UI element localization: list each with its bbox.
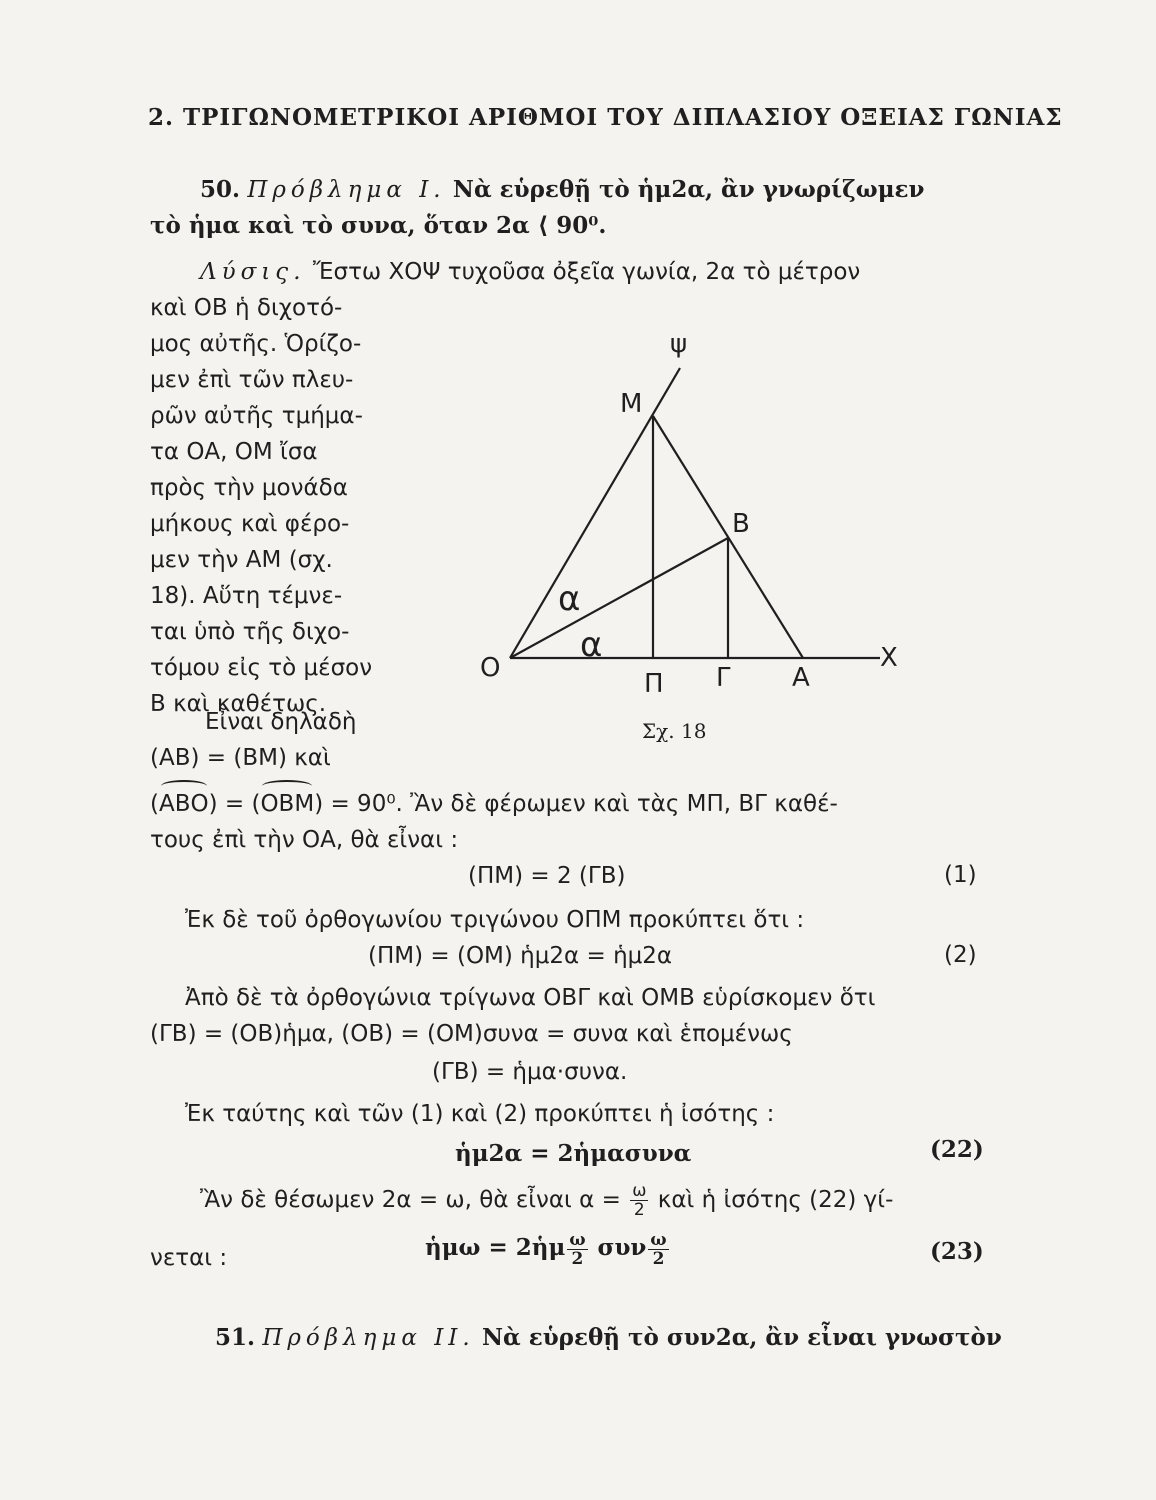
side-line: καὶ ΟΒ ἡ διχοτό- xyxy=(150,295,343,321)
label-o: Ο xyxy=(480,653,501,683)
label-a: Α xyxy=(792,663,810,693)
problem-label: Πρόβλημα Ι. xyxy=(247,177,446,203)
equation-3: (ΓΒ) = ἡμα·συνα. xyxy=(432,1059,628,1085)
side-line: μήκους καὶ φέρο- xyxy=(150,511,350,537)
problem-statement: Νὰ εὑρεθῇ τὸ ἡμ2α, ἂν γνωρίζωμεν xyxy=(452,176,925,203)
label-g: Γ xyxy=(716,663,731,693)
label-m: Μ xyxy=(620,389,643,419)
problem-number: 50. xyxy=(200,176,241,203)
frac-num: ω xyxy=(632,1181,647,1201)
line-opm: Ἐκ δὲ τοῦ ὀρθογωνίου τριγώνου ΟΠΜ προκύπτει ὅτι : xyxy=(185,907,805,933)
solution-label: Λύσις. xyxy=(200,259,306,285)
problem-51-label: Πρόβλημα ΙΙ. xyxy=(262,1325,475,1351)
side-line: μεν ἐπὶ τῶν πλευ- xyxy=(150,367,354,393)
omega-text-b: καὶ ἡ ἰσότης (22) γί- xyxy=(657,1187,894,1213)
angle-equality-line xyxy=(150,786,838,822)
side-column xyxy=(150,290,372,722)
label-x: Χ xyxy=(880,643,898,673)
eq23-part-b: συν xyxy=(597,1234,647,1261)
label-psi: ψ xyxy=(670,329,688,359)
problem-50-line2: τὸ ἡμα καὶ τὸ συνα, ὅταν 2α ⟨ 90⁰. xyxy=(150,212,607,239)
equation-23-number: (23) xyxy=(930,1238,984,1265)
solution-text: Ἔστω ΧΟΨ τυχοῦσα ὀξεῖα γωνία, 2α τὸ μέτρον xyxy=(312,259,861,285)
side-line: μος αὐτῆς. Ὁρίζο- xyxy=(150,331,362,357)
label-p: Π xyxy=(644,669,664,699)
side-line: μεν τὴν ΑΜ (σχ. xyxy=(150,547,333,573)
line-omega xyxy=(200,1182,893,1219)
frac-num: ω xyxy=(569,1229,586,1250)
label-alpha-upper: α xyxy=(558,579,581,619)
bisector-ob xyxy=(510,538,728,658)
angle-obm: ΟΒΜ xyxy=(260,786,314,822)
eq23-frac-2 xyxy=(648,1231,668,1268)
side-line: τα ΟΑ, ΟΜ ἴσα xyxy=(150,439,318,465)
figure-caption: Σχ. 18 xyxy=(642,719,707,743)
angle-abo: ΑΒΟ xyxy=(159,786,209,822)
side-line: 18). Αὕτη τέμνε- xyxy=(150,583,343,609)
frac-num: ω xyxy=(650,1229,667,1250)
fraction-omega-over-2 xyxy=(630,1182,648,1219)
problem-51-statement: Νὰ εὑρεθῇ τὸ συν2α, ἂν εἶναι γνωστὸν xyxy=(482,1324,1002,1351)
angle-mid: ) = ( xyxy=(208,791,261,817)
solution-line1 xyxy=(200,254,860,290)
frac-den: 2 xyxy=(571,1248,584,1269)
equation-1-number: (1) xyxy=(944,862,977,888)
section-title: 2. ΤΡΙΓΩΝΟΜΕΤΡΙΚΟΙ ΑΡΙΘΜΟΙ ΤΟΥ ΔΙΠΛΑΣΙΟΥ ΟΞΕΙΑΣ ΓΩΝΙΑΣ xyxy=(148,104,1063,131)
para2-line2: (ΑΒ) = (ΒΜ) καὶ xyxy=(150,745,331,771)
problem-51-number: 51. xyxy=(215,1324,256,1351)
line-gv: (ΓΒ) = (ΟΒ)ἡμα, (ΟΒ) = (ΟΜ)συνα = συνα καὶ ἑπομένως xyxy=(150,1021,793,1047)
omega-text-a: Ἂν δὲ θέσωμεν 2α = ω, θὰ εἶναι α = xyxy=(200,1187,621,1213)
problem-51-line xyxy=(215,1320,1002,1356)
equation-2-number: (2) xyxy=(944,942,977,968)
side-line: τόμου εἰς τὸ μέσον xyxy=(150,655,373,681)
line-isotis: Ἐκ ταύτης καὶ τῶν (1) καὶ (2) προκύπτει ἡ ἰσότης : xyxy=(185,1101,775,1127)
angle-right: ) = 90⁰. xyxy=(314,791,403,817)
side-line: πρὸς τὴν μονάδα xyxy=(150,475,348,501)
eq23-part-a: ἡμω = 2ἡμ xyxy=(425,1234,566,1261)
equation-23 xyxy=(425,1230,671,1268)
paren-open: ( xyxy=(150,791,159,817)
equation-1: (ΠΜ) = 2 (ΓΒ) xyxy=(468,863,626,889)
side-line: Β καὶ καθέτως. xyxy=(150,691,327,717)
line-netai: νεται : xyxy=(150,1245,228,1271)
equation-22-number: (22) xyxy=(930,1136,984,1163)
frac-den: 2 xyxy=(652,1248,665,1269)
label-alpha-lower: α xyxy=(580,625,603,665)
line-after-angles: τους ἐπὶ τὴν ΟΑ, θὰ εἶναι : xyxy=(150,827,459,853)
equation-22: ἡμ2α = 2ἡμασυνα xyxy=(455,1140,692,1167)
angle-rest: Ἂν δὲ φέρωμεν καὶ τὰς ΜΠ, ΒΓ καθέ- xyxy=(410,791,838,817)
equation-2: (ΠΜ) = (ΟΜ) ἡμ2α = ἡμ2α xyxy=(368,943,673,969)
ray-oy xyxy=(510,368,680,658)
frac-den: 2 xyxy=(633,1200,645,1220)
eq23-frac-1 xyxy=(567,1231,587,1268)
para2-line1: Εἶναι δηλαδὴ xyxy=(205,709,357,735)
label-b: Β xyxy=(732,509,750,539)
figure-18 xyxy=(470,320,930,750)
side-line: ται ὑπὸ τῆς διχο- xyxy=(150,619,350,645)
line-ovg: Ἀπὸ δὲ τὰ ὀρθογώνια τρίγωνα ΟΒΓ καὶ ΟΜΒ εὑρίσκομεν ὅτι xyxy=(185,985,876,1011)
side-line: ρῶν αὐτῆς τμήμα- xyxy=(150,403,363,429)
problem-50-line1 xyxy=(200,172,924,208)
